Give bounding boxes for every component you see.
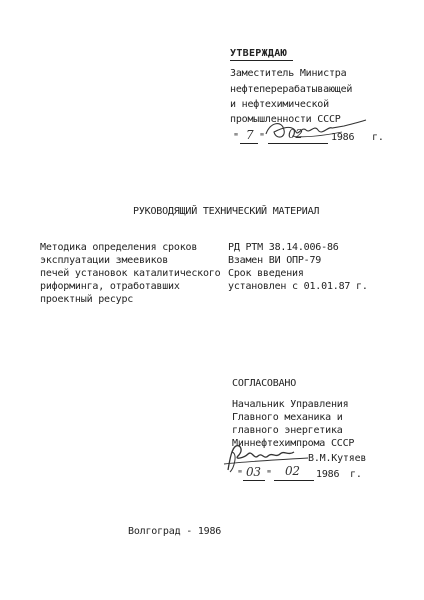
approval-line-3: и нефтехимической <box>230 99 329 110</box>
agreement-date-year: 1986 <box>316 469 340 480</box>
approval-line-4: промышленности СССР <box>230 114 341 125</box>
approval-date-month: 02 <box>288 127 303 141</box>
designation-effective-label: Срок введения <box>228 268 304 279</box>
designation-code: РД РТМ 38.14.006-86 <box>228 242 339 253</box>
designation-replaces: Взамен ВИ ОПР-79 <box>228 255 322 266</box>
approval-date-close-quote: " <box>259 132 265 143</box>
agreement-line-2: Главного механика и <box>232 412 343 423</box>
document-type: РУКОВОДЯЩИЙ ТЕХНИЧЕСКИЙ МАТЕРИАЛ <box>133 206 320 217</box>
approval-date-year: 1986 <box>331 132 355 143</box>
approval-date-day-line <box>240 143 258 144</box>
agreement-date-open-quote: " <box>237 469 243 480</box>
agreement-line-1: Начальник Управления <box>232 399 349 410</box>
agreement-line-3: главного энергетика <box>232 425 343 436</box>
agreement-date-day-line <box>243 480 265 481</box>
approval-date-day: 7 <box>246 128 254 142</box>
approval-line-2: нефтеперерабатывающей <box>230 84 353 95</box>
approval-heading-underline <box>230 60 293 61</box>
title-line-2: эксплуатации змеевиков <box>40 255 169 266</box>
agreement-date-month: 02 <box>285 464 300 478</box>
approval-date-month-line <box>268 143 328 144</box>
footer-place-year: Волгоград - 1986 <box>128 526 222 537</box>
title-line-4: риформинга, отработавших <box>40 281 180 292</box>
agreement-signer: В.М.Кутяев <box>308 453 367 464</box>
approval-line-1: Заместитель Министра <box>230 68 347 79</box>
agreement-date-suffix: г. <box>350 469 362 480</box>
title-line-5: проектный ресурс <box>40 294 134 305</box>
approval-signature <box>262 118 372 144</box>
approval-heading: УТВЕРЖДАЮ <box>230 48 287 59</box>
agreement-date-month-line <box>274 480 314 481</box>
designation-effective-date: установлен с 01.01.87 г. <box>228 281 368 292</box>
agreement-heading: СОГЛАСОВАНО <box>232 378 297 389</box>
title-line-3: печей установок каталитического <box>40 268 221 279</box>
agreement-date-day: 03 <box>246 465 261 479</box>
agreement-date-close-quote: " <box>266 469 272 480</box>
approval-date-open-quote: " <box>233 132 239 143</box>
title-line-1: Методика определения сроков <box>40 242 198 253</box>
approval-date-suffix: г. <box>372 132 384 143</box>
agreement-line-4: Миннефтехимпрома СССР <box>232 438 355 449</box>
